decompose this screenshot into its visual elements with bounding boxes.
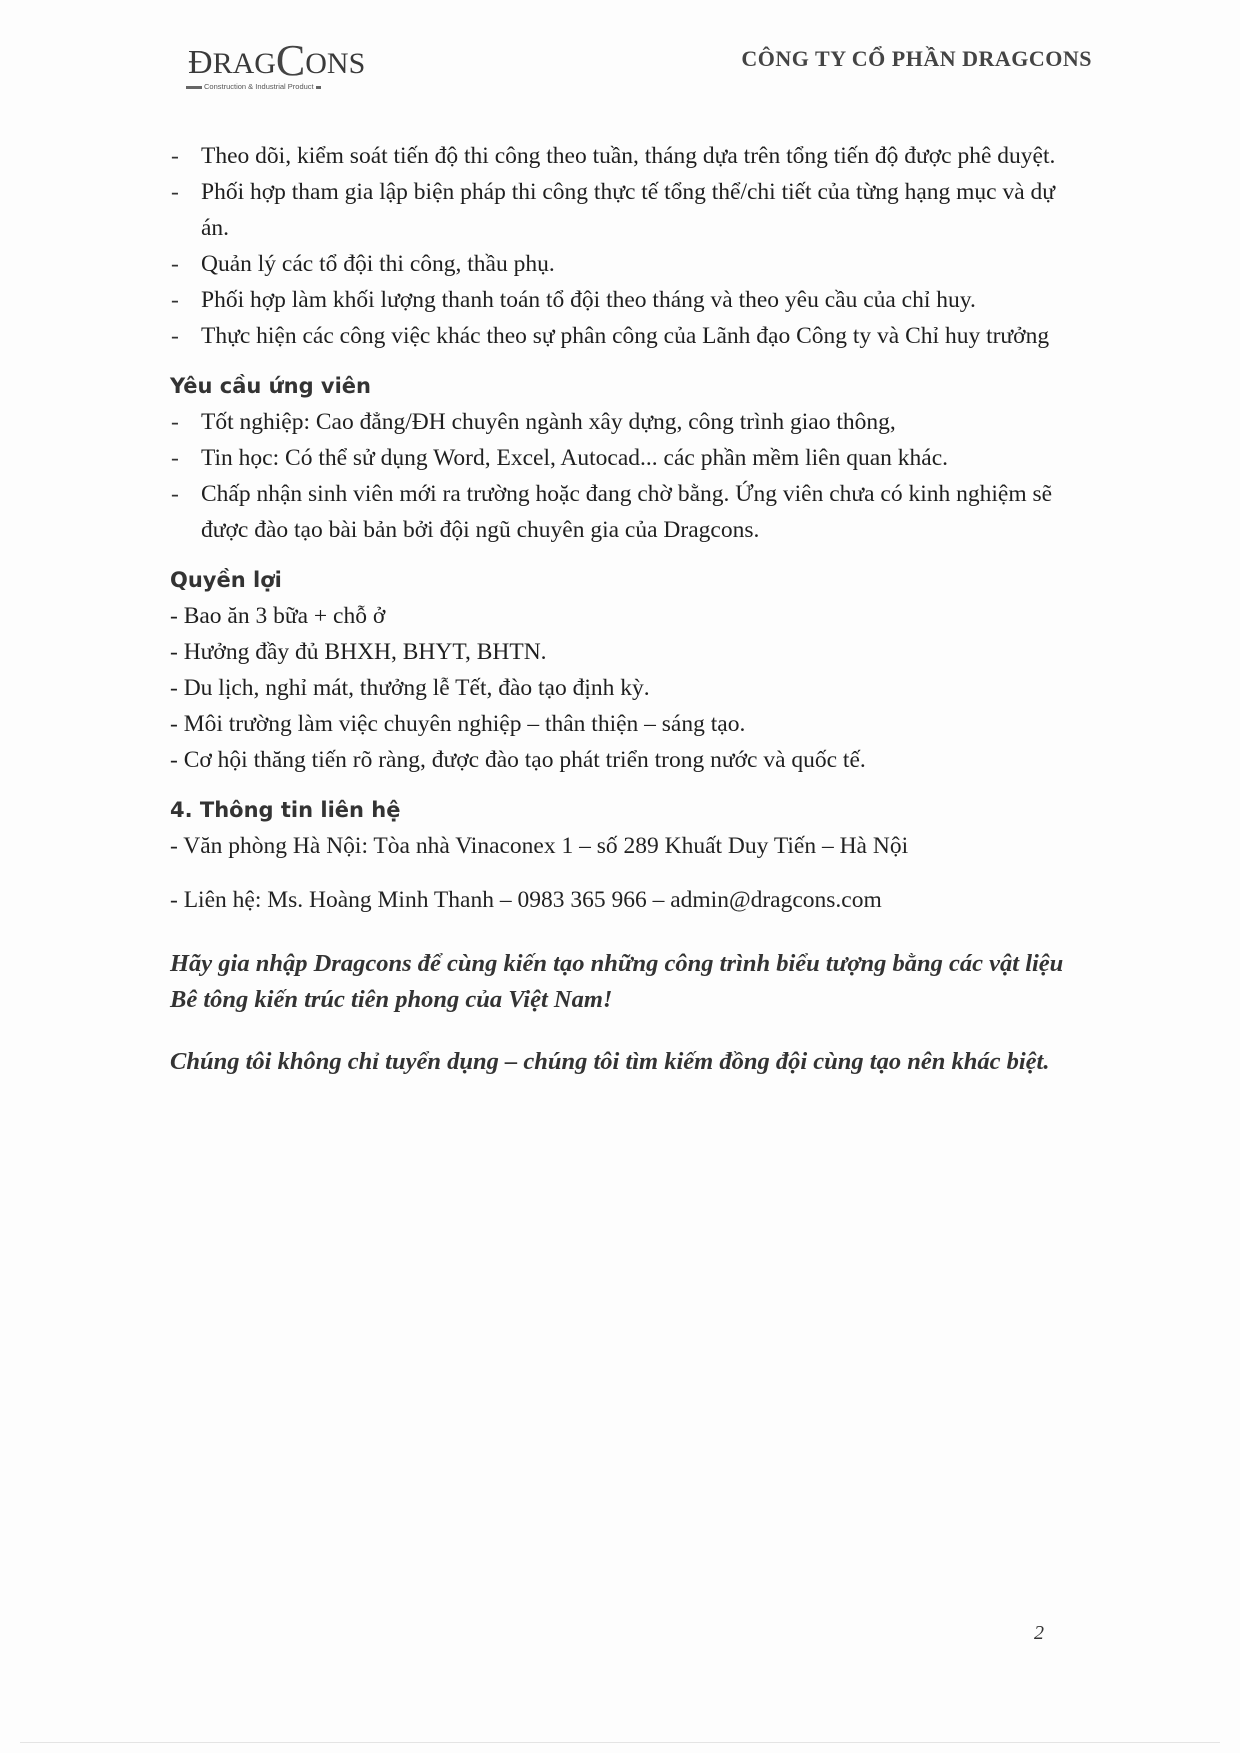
benefits-heading: Quyền lợi bbox=[170, 568, 282, 592]
company-logo bbox=[186, 32, 366, 94]
benefits-list bbox=[170, 598, 1070, 778]
contact-office: - Văn phòng Hà Nội: Tòa nhà Vinaconex 1 – số 289 Khuất Duy Tiến – Hà Nội bbox=[170, 833, 909, 859]
closing-note-2: Chúng tôi không chỉ tuyển dụng – chúng tôi tìm kiếm đồng đội cùng tạo nên khác biệt. bbox=[170, 1048, 1050, 1075]
requirements-heading: Yêu cầu ứng viên bbox=[170, 374, 371, 398]
contact-heading: 4. Thông tin liên hệ bbox=[170, 798, 401, 822]
list-item: - Du lịch, nghỉ mát, thưởng lễ Tết, đào tạo định kỳ. bbox=[170, 675, 650, 701]
requirements-list bbox=[170, 404, 1070, 548]
list-item: - Bao ăn 3 bữa + chỗ ở bbox=[170, 603, 386, 629]
logo-tagline-text: Construction & Industrial Product bbox=[204, 82, 314, 91]
duties-list bbox=[170, 138, 1070, 354]
list-item: - Cơ hội thăng tiến rõ ràng, được đào tạo phát triển trong nước và quốc tế. bbox=[170, 747, 866, 773]
logo-bar-left bbox=[186, 86, 202, 89]
company-name: CÔNG TY CỔ PHẦN DRAGCONS bbox=[741, 46, 1092, 71]
list-item: - Tin học: Có thể sử dụng Word, Excel, Autocad... các phần mềm liên quan khác. bbox=[170, 440, 1070, 476]
list-item: - Quản lý các tổ đội thi công, thầu phụ. bbox=[170, 246, 1070, 282]
page-bottom-rule bbox=[20, 1742, 1220, 1743]
contact-person: - Liên hệ: Ms. Hoàng Minh Thanh – 0983 365 966 – admin@dragcons.com bbox=[170, 887, 882, 913]
list-item: - Phối hợp làm khối lượng thanh toán tổ đội theo tháng và theo yêu cầu của chỉ huy. bbox=[170, 282, 1070, 318]
closing-note-1: Hãy gia nhập Dragcons để cùng kiến tạo những công trình biểu tượng bằng các vật liệu Bê tông kiến trúc tiên phong của Việt Nam! bbox=[170, 950, 1064, 1013]
list-item: - Theo dõi, kiểm soát tiến độ thi công theo tuần, tháng dựa trên tổng tiến độ được phê duyệt. bbox=[170, 138, 1070, 174]
logo-wordmark: ĐRAGCONS bbox=[188, 36, 366, 85]
list-item: - Thực hiện các công việc khác theo sự phân công của Lãnh đạo Công ty và Chỉ huy trưởng bbox=[170, 318, 1070, 354]
list-item: - Tốt nghiệp: Cao đẳng/ĐH chuyên ngành xây dựng, công trình giao thông, bbox=[170, 404, 1070, 440]
logo-tagline bbox=[186, 82, 321, 91]
list-item: - Chấp nhận sinh viên mới ra trường hoặc đang chờ bằng. Ứng viên chưa có kinh nghiệm sẽ được đào tạo bài bản bởi đội ngũ chuyên gia của Dragcons. bbox=[170, 476, 1070, 548]
logo-bar-right bbox=[316, 86, 321, 89]
page-number: 2 bbox=[1034, 1622, 1044, 1644]
document-body bbox=[170, 138, 1070, 1080]
list-item: - Phối hợp tham gia lập biện pháp thi công thực tế tổng thể/chi tiết của từng hạng mục và dự án. bbox=[170, 174, 1070, 246]
list-item: - Môi trường làm việc chuyên nghiệp – thân thiện – sáng tạo. bbox=[170, 711, 746, 737]
list-item: - Hưởng đầy đủ BHXH, BHYT, BHTN. bbox=[170, 639, 547, 665]
